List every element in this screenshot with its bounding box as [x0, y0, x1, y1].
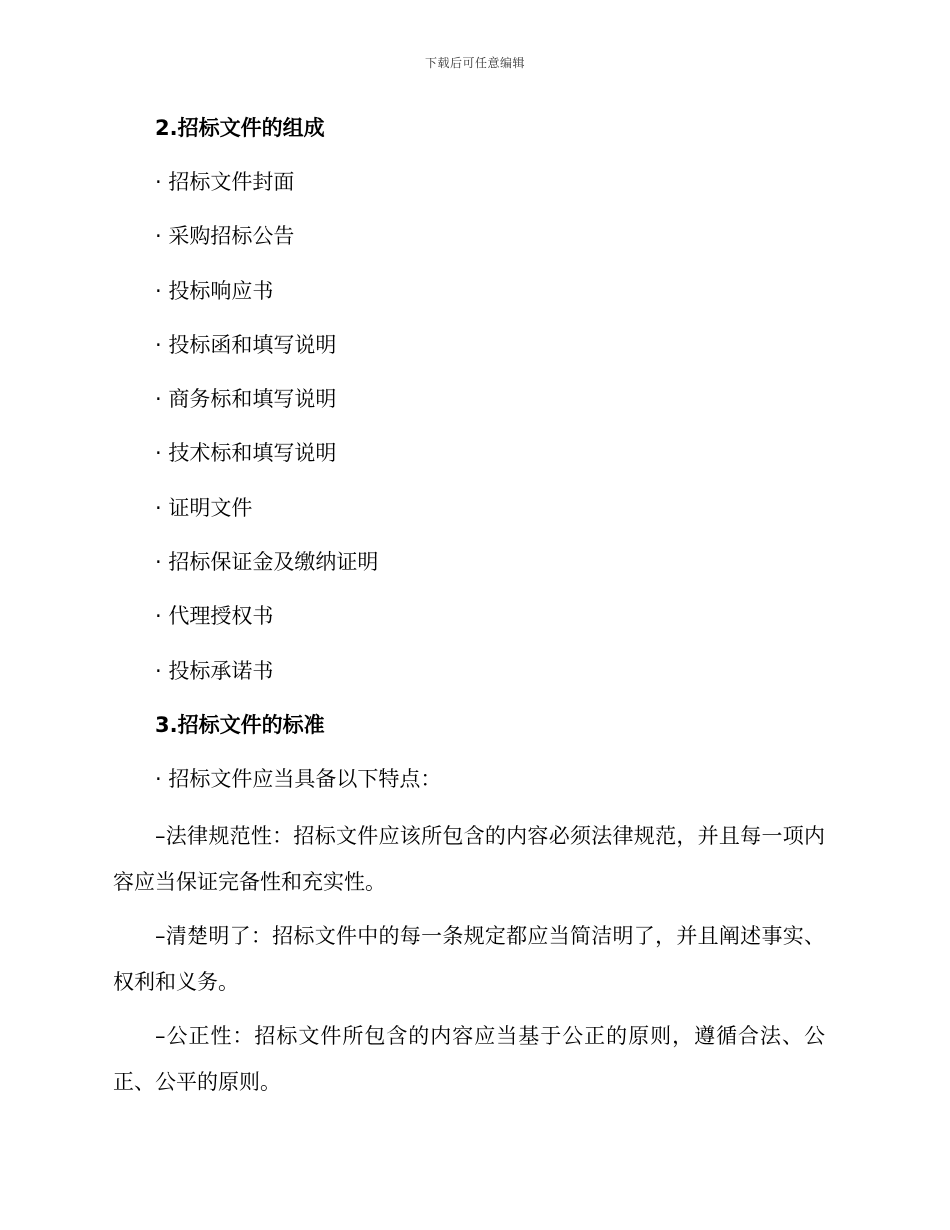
- section-heading-composition: 2.招标文件的组成: [155, 116, 325, 140]
- list-item: · 证明文件: [155, 495, 253, 520]
- page-header: 下载后可任意编辑: [424, 56, 525, 70]
- list-item: · 招标保证金及缴纳证明: [155, 550, 379, 575]
- list-item: · 投标响应书: [155, 278, 274, 303]
- list-item: · 商务标和填写说明: [155, 387, 337, 412]
- document-body: [113, 108, 825, 1113]
- list-item: · 招标文件封面: [155, 170, 295, 194]
- paragraph-clarity: –清楚明了：招标文件中的每一条规定都应当简洁明了，并且阐述事实、权利和义务。: [113, 924, 825, 995]
- list-item: · 技术标和填写说明: [155, 441, 337, 466]
- list-item-intro: · 招标文件应当具备以下特点：: [155, 766, 442, 791]
- list-item: · 投标承诺书: [155, 658, 274, 683]
- paragraph-legal-normativity: –法律规范性：招标文件应该所包含的内容必须法律规范，并且每一项内容应当保证完备性和充实性。: [113, 824, 825, 895]
- list-item: · 代理授权书: [155, 604, 274, 629]
- list-item: · 采购招标公告: [155, 224, 295, 249]
- list-item: · 投标函和填写说明: [155, 332, 337, 357]
- section-heading-standards: 3.招标文件的标准: [155, 712, 325, 737]
- paragraph-fairness: –公正性：招标文件所包含的内容应当基于公正的原则，遵循合法、公正、公平的原则。: [113, 1024, 825, 1095]
